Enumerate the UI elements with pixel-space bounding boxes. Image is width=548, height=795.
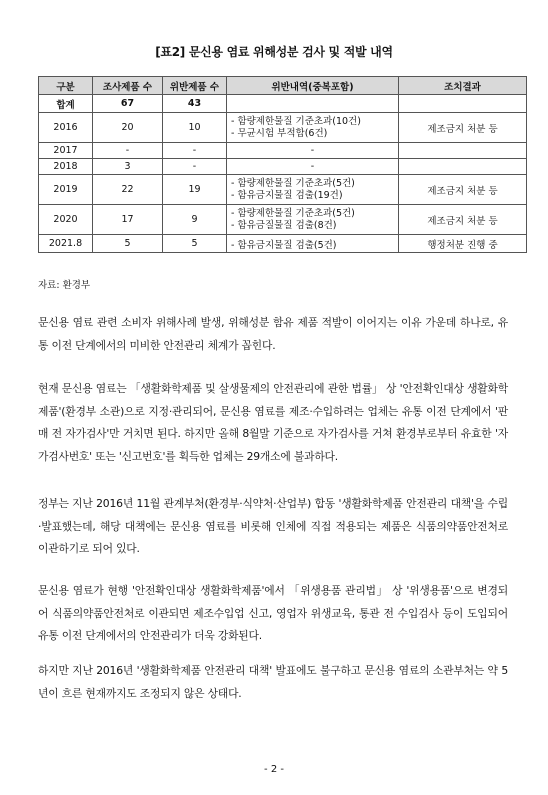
row-violations: 10 <box>163 113 227 143</box>
paragraph: 문신용 염료 관련 소비자 위해사례 발생, 위해성분 함유 제품 적발이 이어지는 이유 가운데 하나로, 유통 이전 단계에서의 미비한 안전관리 체계가 꼽힌다. <box>38 316 508 352</box>
total-label: 합계 <box>39 95 93 113</box>
row-surveyed: 3 <box>93 159 163 175</box>
row-surveyed: 22 <box>93 175 163 205</box>
row-surveyed: 5 <box>93 235 163 253</box>
table-header-row <box>39 77 527 95</box>
total-row <box>39 95 527 113</box>
row-action: 제조금지 처분 등 <box>399 205 527 235</box>
detail-line: - 함량제한물질 기준초과(5건) <box>231 207 355 219</box>
row-year: 2020 <box>39 205 93 235</box>
paragraph: 정부는 지난 2016년 11월 관계부처(환경부·식약처·산업부) 합동 '생활화학제품 안전관리 대책'을 수립·발표했는데, 해당 대책에는 문신용 염료를 비롯해 인체에 직접 적용되는 제품은 식품의약품안전처로 이관하기로 되어 있다. <box>38 497 508 555</box>
total-surveyed: 67 <box>93 95 163 113</box>
header-violations: 위반제품 수 <box>163 77 227 95</box>
table-row <box>39 113 527 143</box>
row-action: 제조금지 처분 등 <box>399 175 527 205</box>
row-violations: 19 <box>163 175 227 205</box>
row-action <box>399 159 527 175</box>
table-row <box>39 143 527 159</box>
table-title: [표2] 문신용 염료 위해성분 검사 및 적발 내역 <box>155 45 393 59</box>
table-row <box>39 205 527 235</box>
detail-line: - 함유금질물질 검출(8건) <box>231 219 337 231</box>
paragraph: 현재 문신용 염료는 「생활화학제품 및 살생물제의 안전관리에 관한 법률」 상 '안전확인대상 생활화학제품'(환경부 소관)으로 지정·관리되어, 문신용 염료를 제조·수입하려는 업체는 유통 이전 단계에서 '판매 전 자가검사'만 거치면 된다. 하지만 올해 8월말 기준으로 자가검사를 거쳐 환경부로부터 유효한 '자가검사번호' 또는 '신고번호'를 획득한 업체는 29개소에 불과하다. <box>38 382 508 463</box>
detail-line: - 무균시험 부적합(6건) <box>231 127 328 139</box>
row-year: 2021.8 <box>39 235 93 253</box>
total-action <box>399 95 527 113</box>
table-row <box>39 235 527 253</box>
header-surveyed: 조사제품 수 <box>93 77 163 95</box>
table-row <box>39 175 527 205</box>
header-action: 조치결과 <box>399 77 527 95</box>
paragraph: 하지만 지난 2016년 '생활화학제품 안전관리 대책' 발표에도 불구하고 문신용 염료의 소관부처는 약 5년이 흐른 현재까지도 조정되지 않은 상태다. <box>38 664 508 700</box>
row-action <box>399 143 527 159</box>
total-detail <box>227 95 399 113</box>
detail-line: - 함량제한물질 기준초과(5건) <box>231 177 355 189</box>
row-surveyed: 17 <box>93 205 163 235</box>
header-details: 위반내역(중복포함) <box>227 77 399 95</box>
row-details <box>227 175 399 205</box>
table-source: 자료: 환경부 <box>38 280 91 291</box>
row-surveyed: - <box>93 143 163 159</box>
row-action: 행정처분 진행 중 <box>399 235 527 253</box>
row-details <box>227 113 399 143</box>
row-violations: 5 <box>163 235 227 253</box>
page-number: - 2 - <box>264 764 284 775</box>
row-year: 2018 <box>39 159 93 175</box>
paragraph: 문신용 염료가 현행 '안전확인대상 생활화학제품'에서 「위생용품 관리법」 상 '위생용품'으로 변경되어 식품의약품안전처로 이관되면 제조수입업 신고, 영업자 위생교육, 통관 전 수입검사 등이 도입되어 유통 이전 단계에서의 안전관리가 더욱 강화된다. <box>38 584 508 642</box>
detail-line: - 함량제한물질 기준초과(10건) <box>231 115 361 127</box>
row-action: 제조금지 처분 등 <box>399 113 527 143</box>
row-details: - <box>227 159 399 175</box>
header-category: 구분 <box>39 77 93 95</box>
row-details <box>227 205 399 235</box>
table-row <box>39 159 527 175</box>
detail-line: - 함유금지물질 검출(19건) <box>231 189 343 201</box>
row-year: 2019 <box>39 175 93 205</box>
row-details: - 함유금지물질 검출(5건) <box>227 235 399 253</box>
row-year: 2017 <box>39 143 93 159</box>
row-year: 2016 <box>39 113 93 143</box>
row-violations: 9 <box>163 205 227 235</box>
row-violations: - <box>163 143 227 159</box>
total-violations: 43 <box>163 95 227 113</box>
row-violations: - <box>163 159 227 175</box>
row-details: - <box>227 143 399 159</box>
violation-table <box>38 76 527 253</box>
row-surveyed: 20 <box>93 113 163 143</box>
